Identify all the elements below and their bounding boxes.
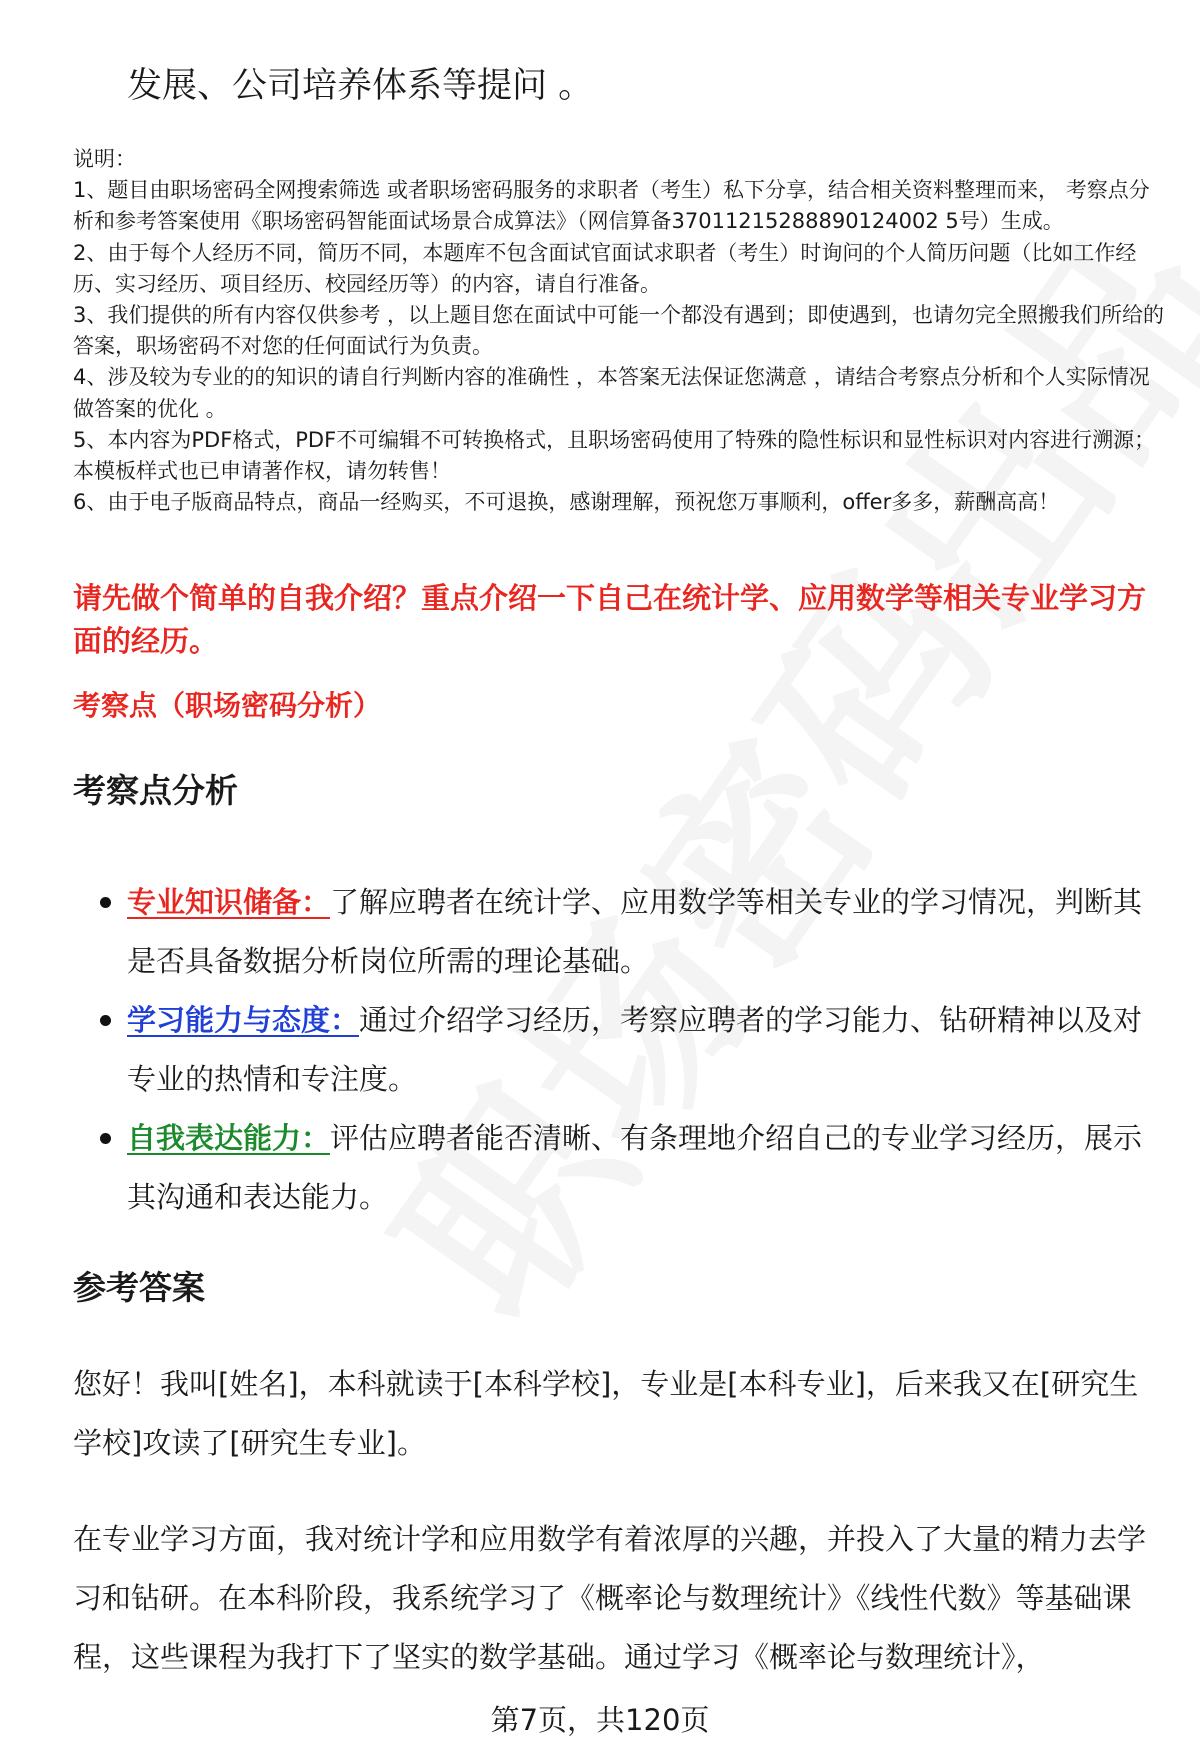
analysis-heading: 考察点分析 [73, 771, 238, 810]
answer-paragraph: 您好！我叫[姓名]，本科就读于[本科学校]，专业是[本科专业]，后来我又在[研究生学校]攻读了[研究生专业]。 [73, 1367, 1139, 1460]
note-item: 6、由于电子版商品特点，商品一经购买，不可退换，感谢理解，预祝您万事顺利，offer多多，薪酬高高！ [73, 490, 1060, 515]
bullet-text: 了解应聘者在统计学、应用数学等相关专业的学习情况，判断其是否具备数据分析岗位所需的理论基础。 [127, 885, 1143, 978]
bullet-text: 通过介绍学习经历，考察应聘者的学习能力、钻研精神以及对专业的热情和专注度。 [127, 1003, 1143, 1096]
notes-block [73, 144, 1165, 518]
bullet-icon [100, 897, 111, 908]
note-item: 1、题目由职场密码全网搜索筛选 或者职场密码服务的求职者（考生）私下分享，结合相关资料整理而来， 考察点分析和参考答案使用《职场密码智能面试场景合成算法》（网信算备37011215288890124002 5号）生成。 [73, 178, 1150, 234]
reference-answer-heading: 参考答案 [73, 1268, 205, 1307]
notes-title: 说明： [73, 147, 136, 171]
note-item: 3、我们提供的所有内容仅供参考 ，以上题目您在面试中可能一个都没有遇到；即使遇到，也请勿完全照搬我们所给的答案，职场密码不对您的任何面试行为负责。 [73, 303, 1165, 359]
bullet-label: 学习能力与态度： [127, 1003, 360, 1037]
page-number: 第7页，共120页 [490, 1703, 710, 1737]
list-item [127, 991, 1147, 1109]
previous-question-tail: 发展、公司培养体系等提问 。 [127, 66, 594, 106]
note-item: 2、由于每个人经历不同，简历不同，本题库不包含面试官面试求职者（考生）时询问的个人简历问题（比如工作经历、实习经历、项目经历、校园经历等）的内容，请自行准备。 [73, 240, 1137, 296]
bullet-label: 专业知识储备： [127, 885, 331, 919]
bullet-icon [100, 1015, 111, 1026]
list-item [127, 1109, 1147, 1227]
note-item: 4、涉及较为专业的的知识的请自行判断内容的准确性 ，本答案无法保证您满意 ，请结合考察点分析和个人实际情况做答案的优化 。 [73, 365, 1150, 421]
analysis-list [127, 873, 1147, 1227]
answer-paragraph: 在专业学习方面，我对统计学和应用数学有着浓厚的兴趣，并投入了大量的精力去学习和钻研。在本科阶段，我系统学习了《概率论与数理统计》《线性代数》等基础课程，这些课程为我打下了坚实的数学基础。通过学习《概率论与数理统计》， [73, 1522, 1147, 1674]
bullet-icon [100, 1133, 111, 1144]
note-item: 5、本内容为PDF格式，PDF不可编辑不可转换格式，且职场密码使用了特殊的隐性标识和显性标识对内容进行溯源；本模板样式也已申请著作权，请勿转售！ [73, 427, 1156, 484]
list-item [127, 873, 1147, 991]
interview-question: 请先做个简单的自我介绍？重点介绍一下自己在统计学、应用数学等相关专业学习方面的经历。 [73, 581, 1147, 658]
bullet-label: 自我表达能力： [127, 1121, 331, 1155]
bullet-text: 评估应聘者能否清晰、有条理地介绍自己的专业学习经历，展示其沟通和表达能力。 [127, 1121, 1143, 1214]
analysis-source-label: 考察点（职场密码分析） [73, 689, 382, 722]
